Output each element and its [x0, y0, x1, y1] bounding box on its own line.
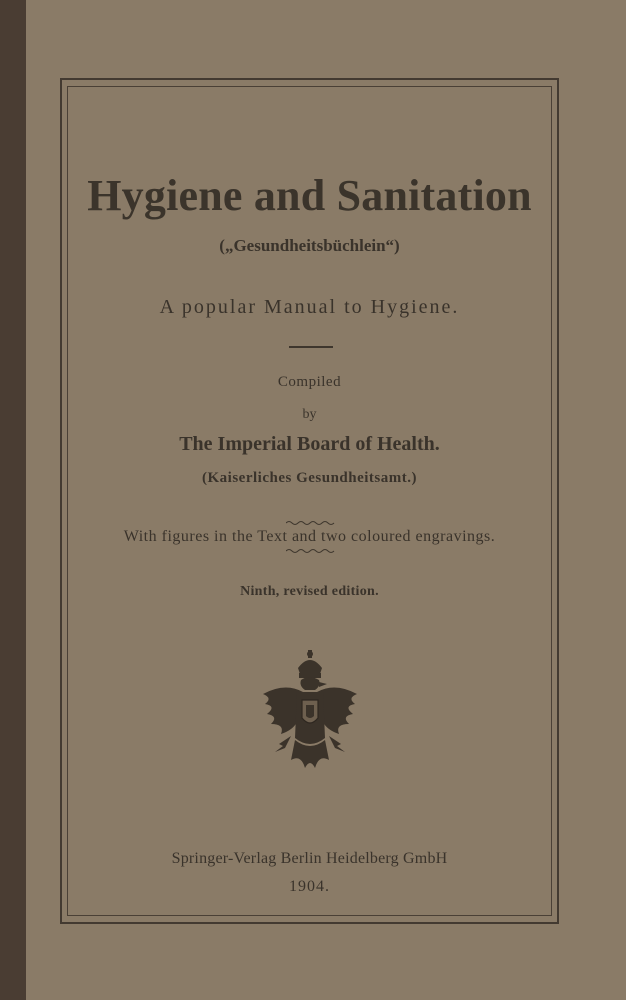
- by-label: by: [302, 407, 317, 422]
- wavy-ornament-bottom: [286, 548, 336, 554]
- author-name-german: (Kaiserliches Gesundheitsamt.): [202, 470, 417, 486]
- cover-content: [67, 86, 552, 916]
- book-title: Hygiene and Sanitation: [87, 171, 532, 220]
- wavy-ornament-top: [286, 520, 336, 526]
- book-spine: [0, 0, 26, 1000]
- figures-note: With figures in the Text and two coloured engravings.: [123, 528, 496, 545]
- publisher-name: Springer-Verlag Berlin Heidelberg GmbH: [171, 850, 448, 867]
- imperial-eagle-icon: [257, 648, 363, 776]
- book-tagline: A popular Manual to Hygiene.: [159, 296, 460, 318]
- edition-note: Ninth, revised edition.: [240, 584, 379, 599]
- book-subtitle: („Gesundheitsbüchlein“): [219, 236, 400, 255]
- divider-rule: [289, 346, 333, 348]
- compiled-label: Compiled: [277, 374, 342, 390]
- publication-year: 1904.: [289, 878, 330, 895]
- author-name: The Imperial Board of Health.: [179, 433, 440, 455]
